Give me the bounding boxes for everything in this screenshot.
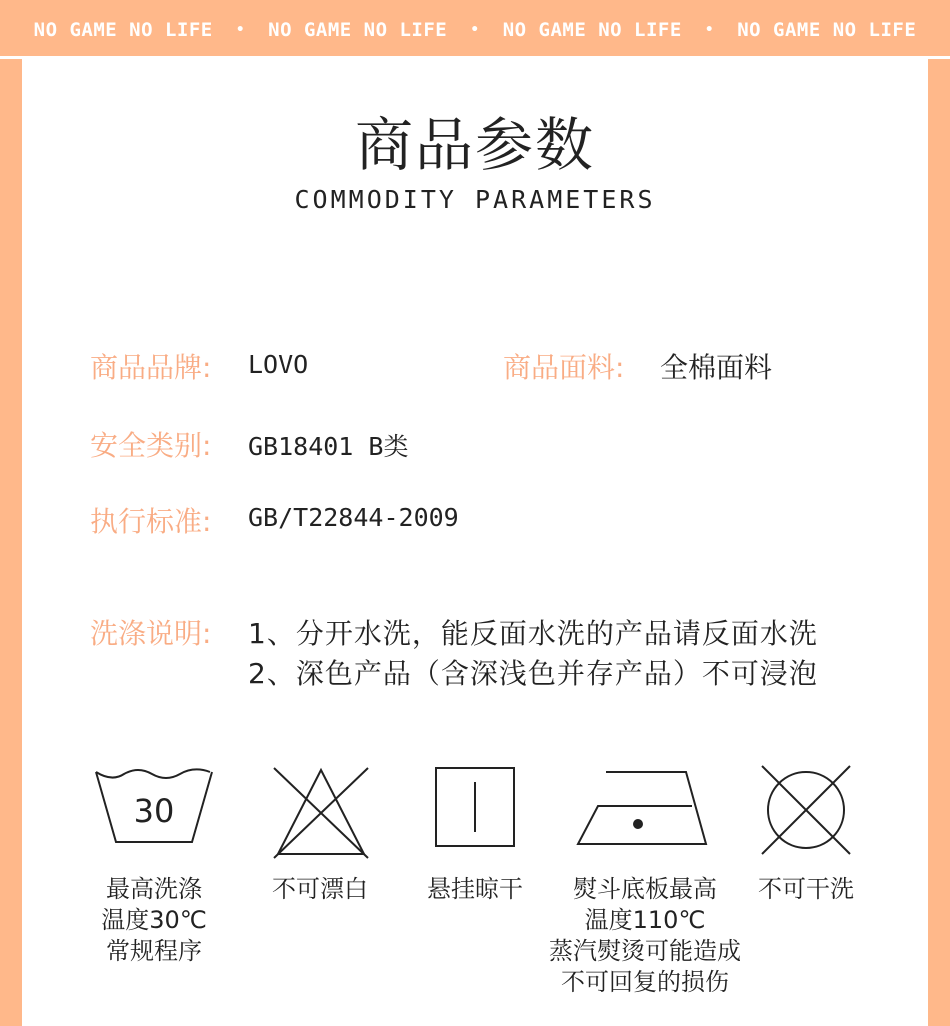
wash-temp-number: 30 bbox=[133, 792, 175, 830]
wash-caption bbox=[84, 874, 224, 967]
hang-dry-icon bbox=[434, 766, 516, 848]
wash-label: 洗涤说明: bbox=[90, 617, 212, 650]
hang-dry-caption bbox=[405, 874, 545, 905]
page-subtitle: COMMODITY PARAMETERS bbox=[294, 185, 656, 214]
banner-item: NO GAME NO LIFE bbox=[737, 19, 917, 41]
fabric-value: 全棉面料 bbox=[660, 351, 773, 384]
caption-line: 不可漂白 bbox=[272, 875, 368, 903]
standard-value: GB/T22844-2009 bbox=[248, 503, 459, 532]
no-bleach-icon bbox=[268, 764, 374, 860]
caption-line: 温度30℃ bbox=[101, 906, 207, 934]
no-bleach-caption bbox=[250, 874, 390, 905]
banner-divider bbox=[0, 56, 950, 59]
banner-text-row bbox=[22, 10, 928, 50]
banner-separator: • bbox=[705, 22, 714, 38]
page-title: 商品参数 bbox=[354, 111, 595, 179]
brand-value: LOVO bbox=[248, 350, 309, 379]
caption-line: 不可干洗 bbox=[758, 875, 854, 903]
safety-label: 安全类别: bbox=[90, 429, 212, 462]
banner-item: NO GAME NO LIFE bbox=[502, 19, 682, 41]
wash-tub-icon bbox=[94, 766, 214, 846]
brand-label: 商品品牌: bbox=[90, 351, 212, 384]
no-dry-clean-icon bbox=[758, 762, 854, 858]
fabric-label: 商品面料: bbox=[503, 351, 625, 384]
caption-line: 常规程序 bbox=[106, 937, 202, 965]
caption-line: 不可回复的损伤 bbox=[561, 968, 729, 996]
banner-separator: • bbox=[470, 22, 480, 38]
banner-item: NO GAME NO LIFE bbox=[268, 19, 448, 41]
top-banner bbox=[0, 0, 950, 58]
iron-caption bbox=[540, 874, 750, 998]
wash-instruction-line: 2、深色产品（含深浅色并存产品）不可浸泡 bbox=[248, 657, 818, 690]
iron-icon bbox=[574, 766, 710, 848]
standard-label: 执行标准: bbox=[90, 505, 212, 538]
caption-line: 悬挂晾干 bbox=[427, 875, 523, 903]
caption-line: 最高洗涤 bbox=[106, 875, 202, 903]
no-dry-clean-caption bbox=[742, 874, 870, 905]
safety-value: GB18401 B类 bbox=[248, 432, 409, 461]
banner-separator: • bbox=[235, 22, 245, 38]
wash-instruction-line: 1、分开水洗，能反面水洗的产品请反面水洗 bbox=[248, 617, 818, 650]
banner-item: NO GAME NO LIFE bbox=[33, 19, 213, 41]
caption-line: 蒸汽熨烫可能造成 bbox=[549, 937, 741, 965]
caption-line: 熨斗底板最高 bbox=[573, 875, 717, 903]
caption-line: 温度110℃ bbox=[584, 906, 706, 934]
